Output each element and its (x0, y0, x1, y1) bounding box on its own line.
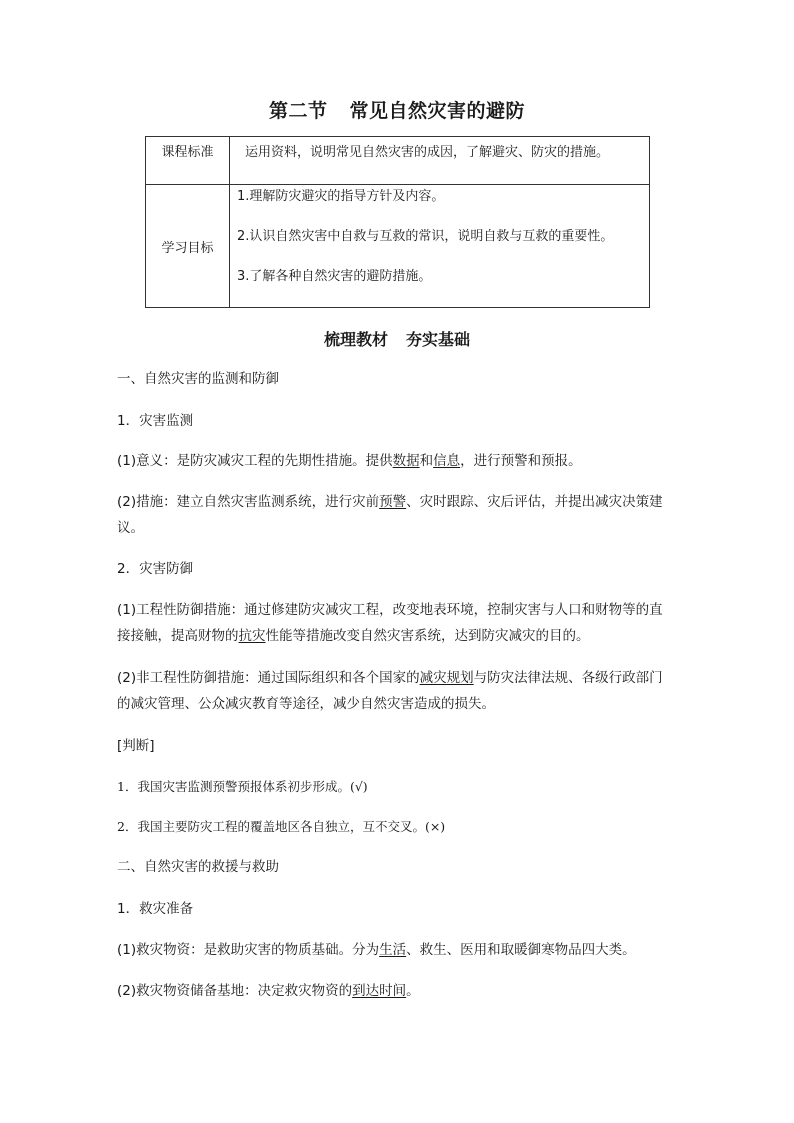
page-title (0, 96, 794, 123)
judge-question: 1．我国灾害监测预警预报体系初步形成。(√) (117, 779, 368, 794)
goal-item: 3.了解各种自然灾害的避防措施。 (237, 269, 432, 284)
subheading-defense: 2．灾害防御 (117, 561, 194, 577)
paragraph-monitoring-significance: (1)意义：是防灾减灾工程的先期性措施。提供数据和信息，进行预警和预报。 (117, 453, 582, 469)
blank-answer: 预警 (379, 494, 407, 510)
subheading-monitoring: 1．灾害监测 (117, 413, 194, 429)
goal-item: 1.理解防灾避灾的指导方针及内容。 (237, 189, 445, 204)
blank-answer: 抗灾 (238, 628, 266, 644)
judge-question: 2．我国主要防灾工程的覆盖地区各自独立，互不交叉。(×) (117, 819, 446, 834)
paragraph-engineering-defense: (1)工程性防御措施：通过修建防灾减灾工程，改变地表环境，控制灾害与人口和财物等的直 接接触，提高财物的抗灾性能等措施改变自然灾害系统，达到防灾减灾的目的。 (117, 602, 663, 644)
blank-answer: 信息 (433, 453, 461, 469)
heading-monitoring-defense: 一、自然灾害的监测和防御 (117, 371, 279, 387)
table-row (146, 137, 650, 185)
blank-answer: 减灾规划 (419, 670, 474, 686)
section-heading-part2: 夯实基础 (406, 330, 471, 349)
judge-label: [判断] (117, 738, 155, 754)
learning-goals-label: 学习目标 (146, 185, 230, 308)
goal-item: 2.认识自然灾害中自救与互救的常识，说明自救与互救的重要性。 (237, 229, 614, 244)
curriculum-standard-label: 课程标准 (146, 137, 230, 185)
standards-table (145, 136, 650, 308)
section-heading (0, 327, 794, 350)
blank-answer: 生活 (379, 942, 407, 958)
learning-goals-cell (230, 185, 650, 308)
paragraph-nonengineering-defense: (2)非工程性防御措施：通过国际组织和各个国家的减灾规划与防灾法律法规、各级行政部门 的减灾管理、公众减灾教育等途径，减少自然灾害造成的损失。 (117, 670, 663, 712)
section-title: 常见自然灾害的避防 (349, 100, 526, 122)
blank-answer: 数据 (392, 453, 420, 469)
table-row (146, 185, 650, 308)
subheading-relief-prep: 1．救灾准备 (117, 901, 194, 917)
heading-relief-rescue: 二、自然灾害的救援与救助 (117, 859, 279, 875)
section-number: 第二节 (268, 100, 328, 122)
section-heading-part1: 梳理教材 (323, 330, 388, 349)
blank-answer: 到达时间 (352, 983, 407, 999)
paragraph-monitoring-measures: (2)措施：建立自然灾害监测系统，进行灾前预警、灾时跟踪、灾后评估，并提出减灾决策建 议。 (117, 494, 663, 536)
curriculum-standard-text: 运用资料，说明常见自然灾害的成因，了解避灾、防灾的措施。 (230, 137, 650, 185)
paragraph-supply-base: (2)救灾物资储备基地：决定救灾物资的到达时间。 (117, 983, 420, 999)
paragraph-relief-supplies: (1)救灾物资：是救助灾害的物质基础。分为生活、救生、医用和取暖御寒物品四大类。 (117, 942, 636, 958)
